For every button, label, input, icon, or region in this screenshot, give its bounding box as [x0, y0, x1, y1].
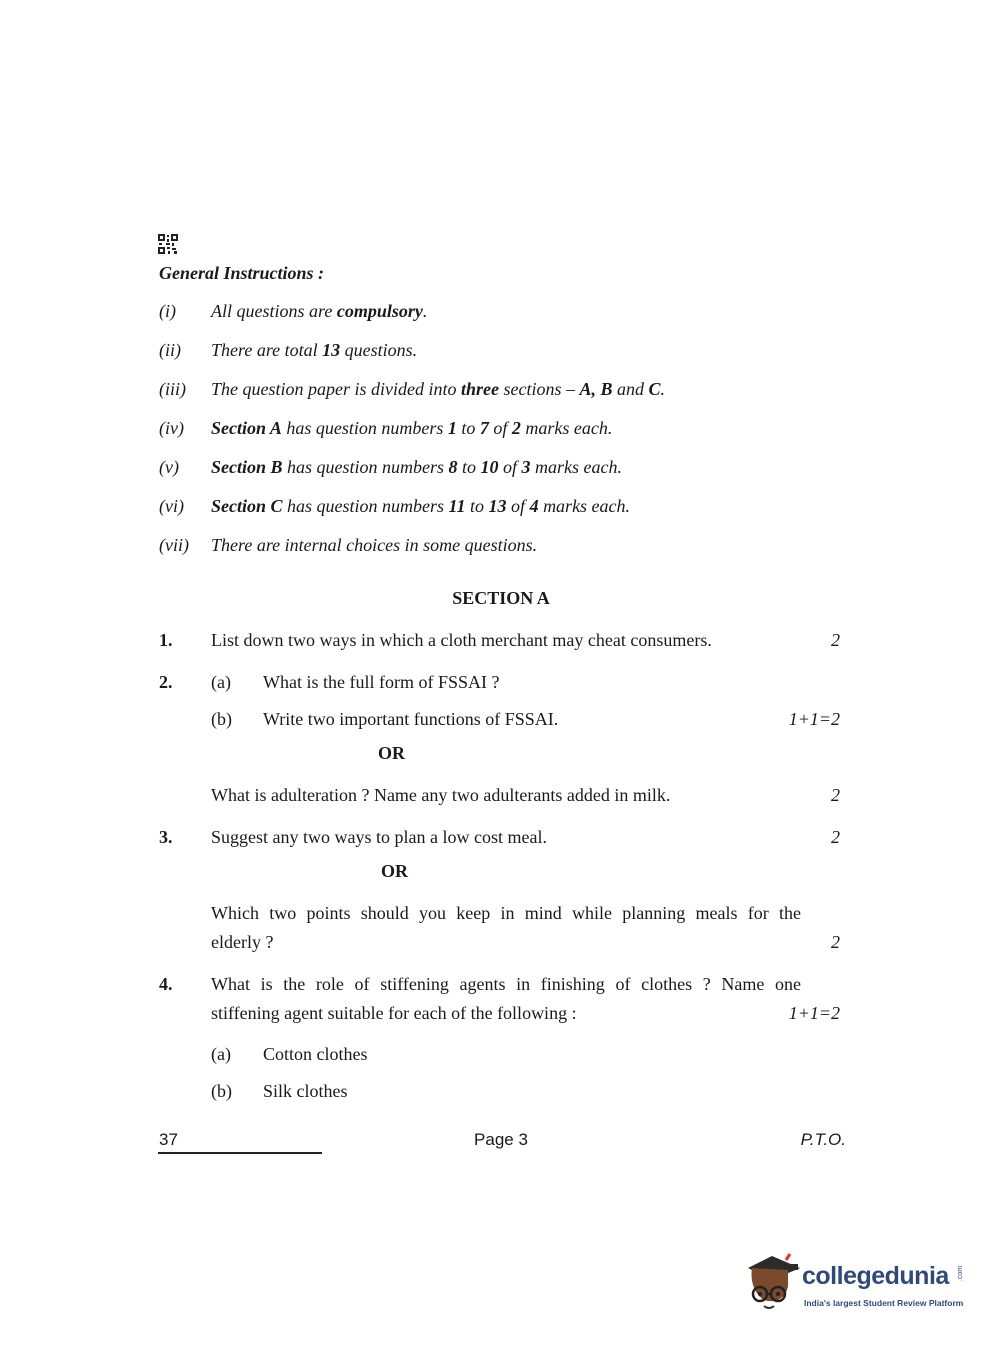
subquestion-text: Write two important functions of FSSAI. — [263, 709, 559, 729]
instruction-fragment: 10 — [480, 457, 499, 477]
instruction-number: (iv) — [159, 418, 184, 438]
instruction-fragment: 13 — [322, 340, 341, 360]
question-text: Suggest any two ways to plan a low cost meal. — [211, 827, 547, 847]
instruction-number: (vii) — [159, 535, 189, 555]
footer-rule — [158, 1152, 322, 1154]
brand-tagline: India's largest Student Review Platform — [804, 1298, 964, 1308]
instruction-number: (vi) — [159, 496, 184, 516]
instruction-fragment: three — [460, 379, 499, 399]
or-separator: OR — [378, 743, 405, 763]
instruction-fragment: 8 — [448, 457, 458, 477]
subquestion-text: Cotton clothes — [263, 1044, 368, 1064]
instructions-heading: General Instructions : — [159, 263, 325, 283]
question-marks: 2 — [831, 630, 840, 650]
instruction-fragment: has question numbers — [282, 457, 449, 477]
instruction-fragment: sections – — [498, 379, 580, 399]
subquestion-text: Silk clothes — [263, 1081, 348, 1101]
instruction-fragment: marks each. — [530, 457, 623, 477]
instruction-fragment: to — [456, 418, 480, 438]
instruction-number: (v) — [159, 457, 179, 477]
subquestion-text: What is the full form of FSSAI ? — [263, 672, 500, 692]
question-marks: 2 — [831, 827, 840, 847]
instruction-text — [211, 378, 665, 400]
question-text: What is adulteration ? Name any two adulterants added in milk. — [211, 785, 671, 805]
mascot-logo-icon — [742, 1250, 802, 1316]
instruction-fragment: The question paper is divided into — [211, 379, 461, 399]
collegedunia-watermark — [742, 1250, 967, 1320]
brand-name: collegedunia — [802, 1262, 949, 1290]
instruction-fragment: to — [465, 496, 489, 516]
instruction-fragment: 11 — [448, 496, 466, 516]
paper-code: 37 — [159, 1130, 178, 1149]
subquestion-label: (a) — [211, 1044, 231, 1064]
instruction-text — [211, 417, 612, 439]
instruction-fragment: . — [660, 379, 666, 399]
instruction-fragment: Section B — [211, 457, 283, 477]
instruction-fragment: 7 — [479, 418, 489, 438]
instruction-fragment: has question numbers — [282, 496, 449, 516]
instruction-text — [211, 495, 630, 517]
question-marks: 2 — [831, 785, 840, 805]
instruction-fragment: of — [488, 418, 512, 438]
instruction-fragment: of — [506, 496, 530, 516]
qr-code-icon — [158, 234, 178, 254]
question-text: List down two ways in which a cloth merchant may cheat consumers. — [211, 630, 712, 650]
instruction-fragment: C — [648, 379, 661, 399]
instruction-fragment: 2 — [511, 418, 521, 438]
question-number: 1. — [159, 630, 173, 650]
instruction-fragment: 1 — [447, 418, 457, 438]
instruction-fragment: 4 — [529, 496, 539, 516]
question-text: stiffening agent suitable for each of the following : — [211, 1003, 577, 1023]
instruction-fragment: has question numbers — [281, 418, 448, 438]
instruction-fragment: to — [457, 457, 481, 477]
instruction-fragment: of — [498, 457, 522, 477]
instruction-fragment: and — [612, 379, 649, 399]
instruction-fragment: compulsory — [336, 301, 423, 321]
instruction-number: (iii) — [159, 379, 186, 399]
section-a-title: SECTION A — [452, 588, 550, 608]
question-marks: 1+1=2 — [788, 1003, 840, 1023]
instruction-fragment: questions. — [340, 340, 418, 360]
instruction-fragment: marks each. — [538, 496, 631, 516]
instruction-fragment: Section C — [211, 496, 283, 516]
question-text: elderly ? — [211, 932, 274, 952]
instruction-text — [211, 456, 622, 478]
question-number: 2. — [159, 672, 173, 692]
question-text: What is the role of stiffening agents in finishing of clothes ? Name one — [211, 974, 801, 994]
instruction-text — [211, 339, 417, 361]
pto-label: P.T.O. — [800, 1130, 846, 1149]
instruction-fragment: marks each. — [520, 418, 613, 438]
instruction-fragment: All questions are — [211, 301, 337, 321]
instruction-fragment: . — [422, 301, 428, 321]
instruction-fragment: There are total — [211, 340, 323, 360]
instruction-number: (ii) — [159, 340, 181, 360]
question-number: 3. — [159, 827, 173, 847]
question-number: 4. — [159, 974, 173, 994]
instruction-text — [211, 534, 537, 556]
question-marks: 1+1=2 — [788, 709, 840, 729]
page-number: Page 3 — [474, 1130, 528, 1149]
instruction-fragment: There are internal choices in some questions. — [211, 535, 538, 555]
subquestion-label: (b) — [211, 709, 232, 729]
instruction-fragment: 3 — [521, 457, 531, 477]
subquestion-label: (a) — [211, 672, 231, 692]
instruction-fragment: 13 — [488, 496, 507, 516]
instruction-number: (i) — [159, 301, 176, 321]
question-text: Which two points should you keep in mind while planning meals for the — [211, 903, 801, 923]
instruction-fragment: Section A — [211, 418, 282, 438]
instruction-fragment: A, B — [579, 379, 613, 399]
or-separator: OR — [381, 861, 408, 881]
brand-com: .com — [957, 1265, 965, 1282]
subquestion-label: (b) — [211, 1081, 232, 1101]
question-marks: 2 — [831, 932, 840, 952]
instruction-text — [211, 300, 427, 322]
